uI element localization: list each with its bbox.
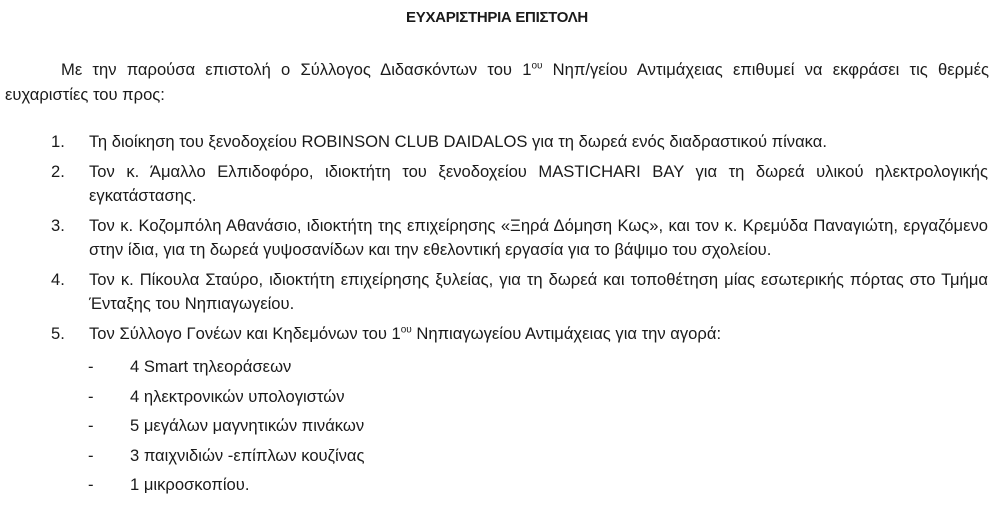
list-item-text: Τον κ. Πίκουλα Σταύρο, ιδιοκτήτη επιχείρησης ξυλείας, για τη δωρεά και τοποθέτηση μίας εσωτερικής πόρτας στο Τμήμα Ένταξης του Νηπιαγωγείου. (89, 270, 988, 313)
sublist-item (0, 382, 994, 412)
intro-superscript: ου (531, 60, 543, 72)
sublist-text: 4 ηλεκτρονικών υπολογιστών (130, 386, 345, 406)
list-item-text (89, 322, 988, 346)
sublist-item (0, 411, 994, 441)
intro-text-part2: Νηπ/γείου Αντιμάχειας επιθυμεί να εκφράσει τις θερμές ευχαριστίες του προς: (5, 60, 989, 104)
thanks-list (0, 130, 994, 500)
list-item-number: 4. (51, 270, 65, 289)
sublist-text: 3 παιχνιδιών -επίπλων κουζίνας (130, 445, 365, 465)
list-item (0, 130, 994, 154)
list-item-text-part2: Νηπιαγωγείου Αντιμάχειας για την αγορά: (411, 324, 722, 343)
list-item-number: 2. (51, 162, 65, 181)
sublist-dash: - (88, 416, 94, 435)
list-item-text: Τον κ. Κοζομπόλη Αθανάσιο, ιδιοκτήτη της επιχείρησης «Ξηρά Δόμηση Κως», και τον κ. Κρεμύδα Παναγιώτη, εργαζόμενο στην ίδια, για τη δωρεά γυψοσανίδων και την εθελοντική εργασία για το βάψιμο του σχολείου. (89, 216, 988, 259)
list-item-number: 5. (51, 324, 65, 343)
sublist-text: 5 μεγάλων μαγνητικών πινάκων (130, 416, 365, 435)
sublist-dash: - (88, 475, 94, 494)
list-item-superscript: ου (400, 324, 412, 336)
list-item-text: Τον κ. Άμαλλο Ελπιδοφόρο, ιδιοκτήτη του ξενοδοχείου MASTICHARI BAY για τη δωρεά υλικού ηλεκτρολογικής εγκατάστασης. (89, 162, 988, 205)
list-item (0, 268, 994, 316)
list-item-number: 3. (51, 216, 65, 235)
list-item (0, 160, 994, 208)
sublist-text: 1 μικροσκοπίου. (130, 475, 250, 494)
intro-text-part1: Με την παρούσα επιστολή ο Σύλλογος Διδασκόντων του 1 (61, 60, 532, 79)
sublist-dash: - (88, 445, 94, 465)
list-item (0, 322, 994, 346)
sublist-text: 4 Smart τηλεοράσεων (130, 357, 292, 376)
sublist-item (0, 441, 994, 471)
list-item (0, 214, 994, 262)
letter-title: ΕΥΧΑΡΙΣΤΗΡΙΑ ΕΠΙΣΤΟΛΗ (406, 9, 588, 26)
list-item-number: 1. (51, 132, 65, 151)
purchase-sublist (0, 352, 994, 500)
sublist-item (0, 352, 994, 382)
intro-paragraph (5, 57, 989, 107)
sublist-dash: - (88, 357, 94, 376)
list-item-text-part1: Τον Σύλλογο Γονέων και Κηδεμόνων του 1 (89, 324, 401, 343)
list-item-text: Τη διοίκηση του ξενοδοχείου ROBINSON CLUB DAIDALOS για τη δωρεά ενός διαδραστικού πίνακα. (89, 132, 827, 151)
sublist-item (0, 470, 994, 500)
sublist-dash: - (88, 386, 94, 406)
